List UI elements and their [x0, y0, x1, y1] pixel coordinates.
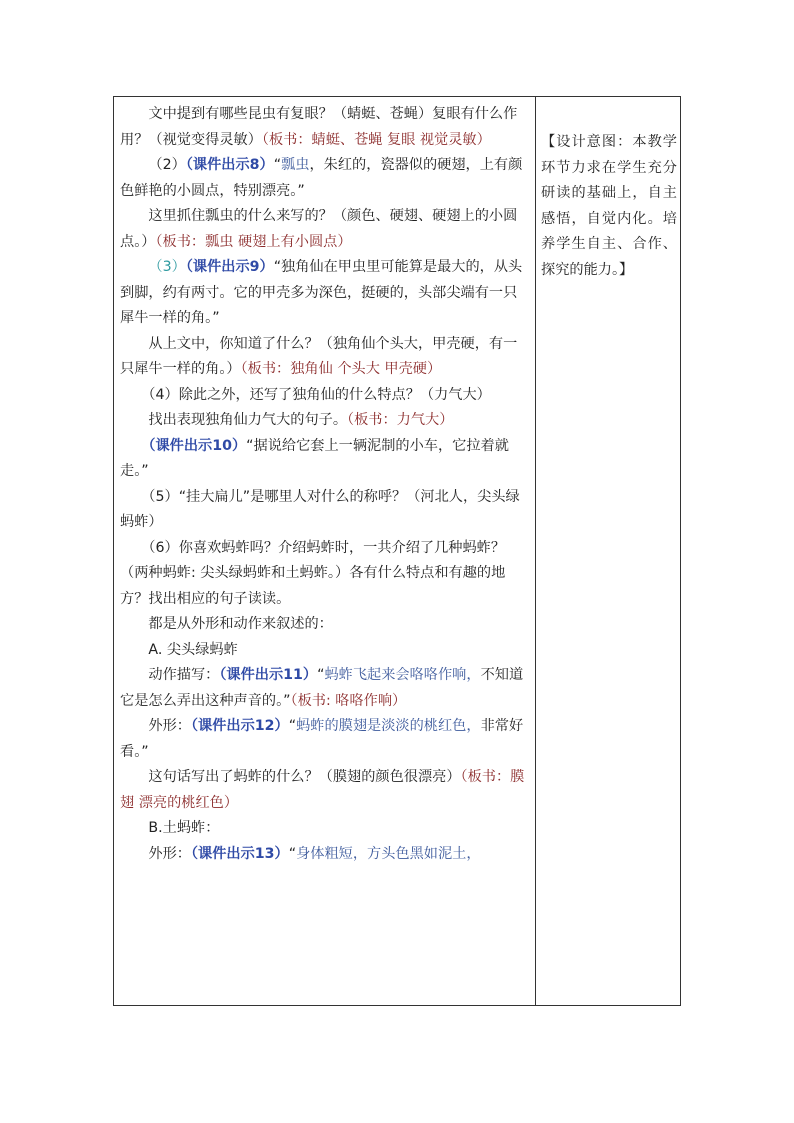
text-run: 外形：: [148, 718, 191, 734]
text-run: 动作描写：: [148, 667, 220, 683]
paragraph: [120, 816, 529, 842]
paragraph: [120, 714, 529, 765]
text-run: 瓢虫: [281, 157, 310, 173]
paragraph: [120, 408, 529, 434]
text-run: 外形：: [148, 845, 191, 862]
paragraph: [120, 638, 529, 664]
text-run: A. 尖头绿蚂蚱: [148, 641, 238, 658]
paragraph: [120, 332, 529, 383]
text-run: （课件出示10）: [141, 437, 247, 454]
text-run: “据说给它套上一辆泥制的小车，它拉着就走。”: [120, 437, 509, 479]
text-run: （板书: 咯咯作响）: [290, 692, 407, 709]
paragraph: [120, 663, 529, 714]
text-run: （板书：瓢虫 硬翅上有小圆点）: [155, 233, 352, 250]
text-run: “: [288, 718, 297, 734]
text-run: （课件出示9）: [185, 259, 274, 275]
text-run: “独角仙在甲虫里可能算是最大的，从头到脚，约有两寸。它的甲壳多为深色，挺硬的，头部尖端有一只犀牛一样的角。”: [120, 259, 523, 326]
text-run: “: [317, 667, 325, 683]
paragraph: [120, 536, 529, 613]
paragraph: [120, 485, 529, 536]
text-run: （课件出示11）: [219, 667, 318, 683]
text-run: （2）: [148, 157, 186, 173]
text-run: ，朱红的，瓷器似的硬翅，上有颜色鲜艳的小圆点，特别漂亮。”: [120, 157, 523, 199]
lesson-plan-table: [113, 96, 681, 1006]
text-run: 找出表现独角仙力气大的句子。: [148, 412, 348, 428]
text-run: 这句话写出了蚂蚱的什么？（膜翅的颜色很漂亮）: [148, 769, 461, 785]
text-run: 不知道它是怎么弄出这种声音的。”: [120, 667, 524, 709]
design-intent-cell: [536, 97, 681, 1006]
teaching-process-cell: [114, 97, 536, 1006]
text-run: （板书：蜻蜓、苍蝇 复眼 视觉灵敏）: [261, 131, 491, 148]
text-run: （课件出示13）: [190, 845, 289, 862]
paragraph: [120, 842, 529, 868]
paragraph: [120, 153, 529, 204]
text-run: 身体粗短，方头色黑如泥土，: [296, 845, 481, 862]
text-run: B.土蚂蚱：: [148, 820, 220, 836]
paragraph: [120, 434, 529, 485]
text-run: 蚂蚱的膜翅是淡淡的桃红色，: [296, 718, 481, 734]
paragraph: [120, 383, 529, 409]
paragraph: [120, 255, 529, 332]
text-run: （5）“挂大扁儿”是哪里人对什么的称呼？（河北人，尖头绿蚂蚱）: [120, 488, 520, 530]
paragraph: [120, 612, 529, 638]
text-run: “: [273, 157, 282, 173]
text-run: 这里抓住瓢虫的什么来写的？（颜色、硬翅、硬翅上的小圆点。）: [120, 208, 518, 250]
text-run: “: [288, 845, 297, 862]
text-run: 从上文中，你知道了什么？（独角仙个头大，甲壳硬，有一只犀牛一样的角。）: [120, 335, 518, 377]
design-intent-text: 【设计意图：本教学环节力求在学生充分研读的基础上，自主感悟，自觉内化。培养学生自主、合作、探究的能力。】: [541, 134, 677, 278]
paragraph: [120, 102, 529, 153]
text-run: （3）: [148, 259, 186, 275]
paragraph: [120, 204, 529, 255]
text-run: （课件出示12）: [190, 718, 289, 734]
paragraph: [120, 765, 529, 816]
text-run: 都是从外形和动作来叙述的：: [148, 616, 333, 632]
text-run: （课件出示8）: [185, 157, 274, 173]
table-row: [114, 97, 681, 1006]
text-run: （板书：独角仙 个头大 甲壳硬）: [240, 361, 442, 377]
text-run: 文中提到有哪些昆虫有复眼？（蜻蜓、苍蝇）复眼有什么作用？（视觉变得灵敏）: [120, 106, 518, 148]
teaching-process-text: [114, 97, 535, 867]
text-run: 蚂蚱飞起来会咯咯作响，: [324, 667, 481, 683]
text-run: （板书：力气大）: [347, 412, 454, 428]
text-run: （4）除此之外，还写了独角仙的什么特点？（力气大）: [141, 386, 491, 403]
text-run: （板书：膜翅 漂亮的桃红色）: [120, 769, 525, 811]
text-run: 非常好看。”: [120, 718, 524, 760]
text-run: （6）你喜欢蚂蚱吗？介绍蚂蚱时，一共介绍了几种蚂蚱？（两种蚂蚱: 尖头绿蚂蚱和土蚂蚱。）各有什么特点和有趣的地方？找出相应的句子读读。: [120, 539, 506, 607]
